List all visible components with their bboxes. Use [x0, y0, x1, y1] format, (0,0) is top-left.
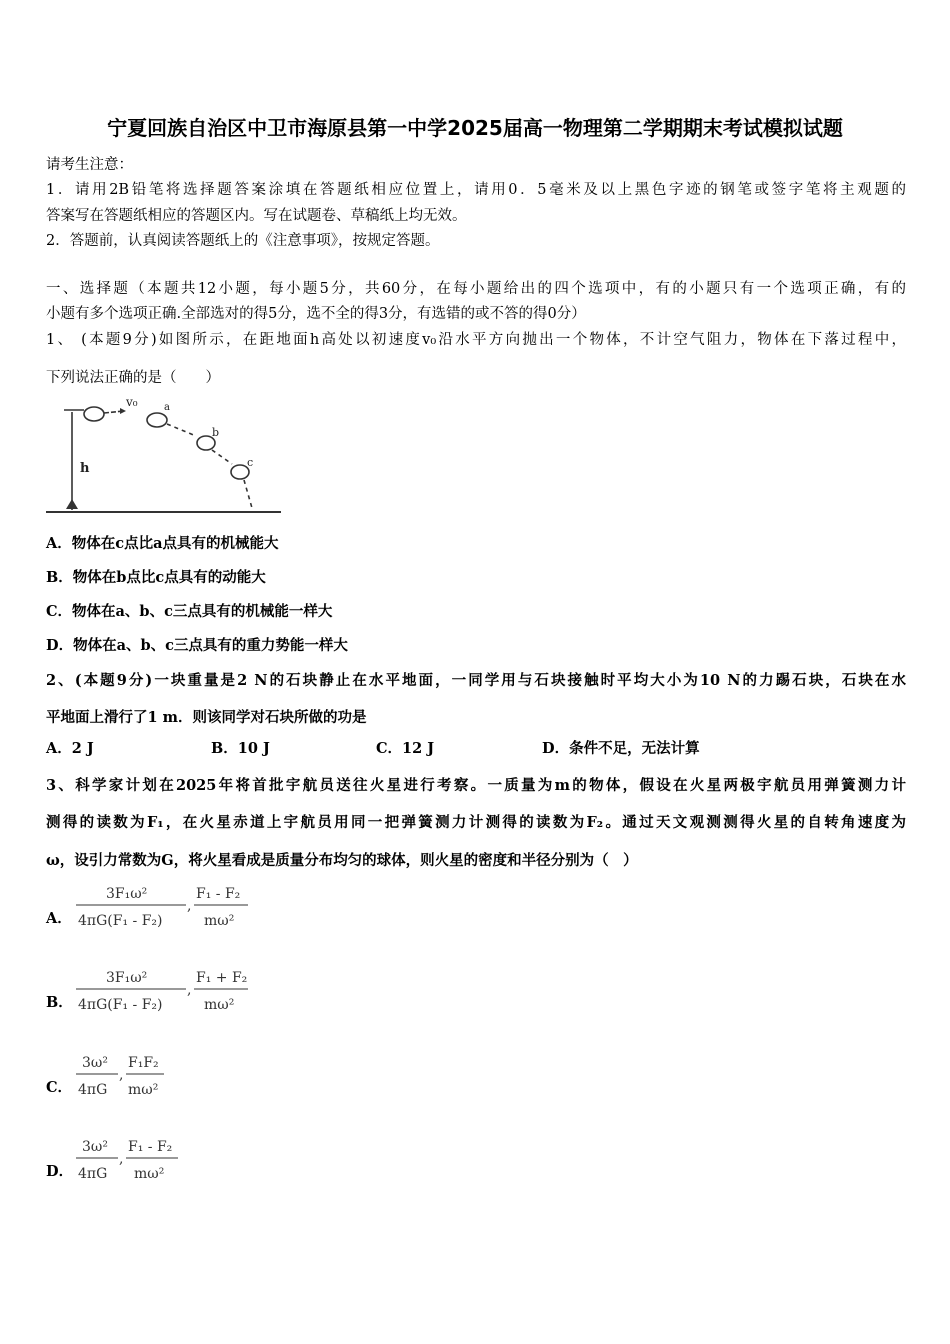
notice-header: 请考生注意：: [46, 157, 133, 173]
ball-start: [84, 407, 104, 421]
q3-b-den1: 4πG(F₁ - F₂): [78, 997, 163, 1013]
q3-option-d-formula: [74, 1133, 224, 1193]
q3-d-num1: 3ω²: [82, 1139, 108, 1155]
q1-option-c: C．物体在a、b、c三点具有的机械能一样大: [46, 603, 333, 620]
q1-stem-a: 1、 (本题9分)如图所示，在距地面h高处以初速度v₀沿水平方向抛出一个物体，不计空气阻力，物体在下落过程中，: [46, 332, 906, 348]
projectile-figure: [46, 392, 286, 522]
q3-stem-c: ω，设引力常数为G，将火星看成是质量分布均匀的球体，则火星的密度和半径分别为（ ）: [46, 852, 638, 869]
q2-stem-b: 平地面上滑行了1 m．则该同学对石块所做的功是: [46, 709, 367, 726]
label-v0: v₀: [126, 395, 138, 409]
q3-a-num2: F₁ - F₂: [196, 886, 241, 902]
label-b: b: [212, 426, 220, 439]
notice-item-1b: 答案写在答题纸相应的答题区内。写在试题卷、草稿纸上均无效。: [46, 208, 467, 224]
section-heading-2: 小题有多个选项正确.全部选对的得5分，选不全的得3分，有选错的或不答的得0分）: [46, 306, 586, 322]
q2-option-a: A．2 J: [46, 740, 94, 757]
path-bc: [212, 450, 232, 464]
q1-option-a: A．物体在c点比a点具有的机械能大: [46, 535, 279, 552]
q3-option-c-label: C．: [46, 1079, 73, 1096]
q1-option-d: D．物体在a、b、c三点具有的重力势能一样大: [46, 637, 348, 654]
q3-c-comma: ,: [119, 1067, 124, 1083]
q3-a-den1: 4πG(F₁ - F₂): [78, 913, 163, 929]
q3-b-num2: F₁ + F₂: [196, 970, 248, 986]
q3-a-den2: mω²: [204, 913, 235, 929]
q3-b-comma: ,: [187, 982, 192, 998]
q2-option-c: C．12 J: [376, 740, 435, 757]
q3-stem-a: 3、科学家计划在2025年将首批宇航员送往火星进行考察。一质量为m的物体，假设在火星两极宇航员用弹簧测力计: [46, 777, 906, 794]
q3-b-den2: mω²: [204, 997, 235, 1013]
label-c: c: [247, 456, 254, 469]
ball-a: [147, 413, 167, 427]
q3-d-comma: ,: [119, 1151, 124, 1167]
q3-d-num2: F₁ - F₂: [128, 1139, 173, 1155]
q3-d-den1: 4πG: [78, 1166, 108, 1182]
notice-item-1a: 1．请用2B铅笔将选择题答案涂填在答题纸相应位置上，请用0．5毫米及以上黑色字迹的钢笔或签字笔将主观题的: [46, 182, 906, 198]
path-c-ground: [244, 480, 252, 508]
q3-a-comma: ,: [187, 898, 192, 914]
height-arrow-bottom: [66, 499, 78, 509]
section-heading-1: 一、选择题（本题共12小题，每小题5分，共60分，在每小题给出的四个选项中，有的小题只有一个选项正确，有的: [46, 281, 906, 297]
q3-a-num1: 3F₁ω²: [106, 886, 148, 902]
q2-stem-a: 2、(本题9分)一块重量是2 N的石块静止在水平地面，一同学用与石块接触时平均大小为10 N的力踢石块，石块在水: [46, 672, 906, 689]
q3-c-num2: F₁F₂: [128, 1055, 159, 1071]
q1-option-b: B．物体在b点比c点具有的动能大: [46, 569, 266, 586]
q3-option-c-formula: [74, 1049, 214, 1109]
q1-stem-b: 下列说法正确的是（ ）: [46, 370, 220, 386]
q3-c-den2: mω²: [128, 1082, 159, 1098]
q3-option-b-formula: [74, 964, 264, 1024]
q3-option-a-label: A．: [46, 910, 72, 927]
q3-stem-b: 测得的读数为F₁，在火星赤道上宇航员用同一把弹簧测力计测得的读数为F₂。通过天文观测测得火星的自转角速度为: [46, 814, 906, 831]
q3-c-den1: 4πG: [78, 1082, 108, 1098]
q2-option-b: B．10 J: [211, 740, 270, 757]
q3-option-d-label: D．: [46, 1163, 74, 1180]
q3-option-b-label: B．: [46, 994, 73, 1011]
path-ab: [167, 424, 196, 436]
q3-option-a-formula: [74, 880, 264, 940]
q3-b-num1: 3F₁ω²: [106, 970, 148, 986]
q3-d-den2: mω²: [134, 1166, 165, 1182]
label-a: a: [164, 402, 170, 413]
label-h: h: [80, 461, 90, 476]
q2-option-d: D．条件不足，无法计算: [542, 740, 700, 757]
q3-c-num1: 3ω²: [82, 1055, 108, 1071]
page-title: 宁夏回族自治区中卫市海原县第一中学2025届高一物理第二学期期末考试模拟试题: [107, 116, 843, 140]
notice-item-2: 2．答题前，认真阅读答题纸上的《注意事项》，按规定答题。: [46, 233, 440, 249]
